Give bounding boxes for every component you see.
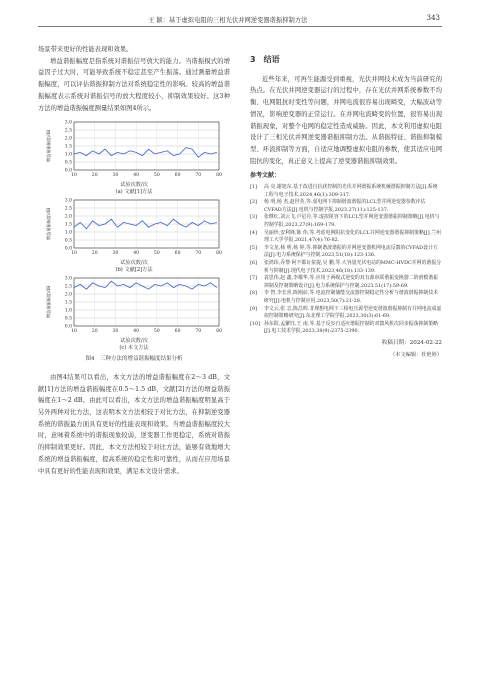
subfigure-caption: (a) 文献[1]方法 [115, 189, 153, 196]
x-tick-label: 30 [112, 329, 119, 335]
y-axis-label: 增益谐振幅度/dB [46, 130, 51, 163]
x-tick-label: 60 [174, 329, 181, 335]
reference-item [250, 275, 442, 290]
x-tick-label: 10 [71, 173, 77, 179]
subfigure-caption: (b) 文献[2]方法 [115, 267, 153, 274]
reference-text: 李文云,张 志,陈昌辉.非理想电网下三相电压源型逆变谐波谐振抑制有并网电流成虚拟控制策略研究[J].东北理工学院学报,2023,30(3):61-69. [264, 305, 442, 320]
y-tick-label: 3.0 [64, 276, 72, 282]
reference-number: [1] [250, 184, 257, 191]
reference-text: 孙东阳,孟繁钰,王 南,等.基于反步自适应谐振控制的双馈风机次同步振荡抑制策略[J].电工技术学报,2023,38(9):2375-2390. [264, 320, 439, 335]
reference-number: [10] [250, 320, 261, 327]
figure-caption: 图4 三种方法的增益谐振幅度结果分析 [85, 356, 183, 363]
y-tick-label: 2.0 [64, 292, 72, 298]
y-tick-label: 1.5 [64, 222, 72, 228]
reference-item [250, 214, 442, 229]
x-tick-label: 40 [133, 251, 140, 257]
x-tick-label: 60 [174, 251, 181, 257]
paragraph: 近些年来，可再生能源受到重视，光伏并网技术成为当前研究的热点。在光伏并网逆变器运行的过程中，存在光伏并网系统参数不均衡、电网阻抗时变性等问题，并网电流很容易出现畸变，大幅波动等情况，影响逆变器的正常运行。在并网电流畸变的位置，很容易出现谐振现象，对整个电网的稳定性造成威胁。因此，本文利用虚拟电阻设计了三相光伏并网逆变器谐振抑制方法。从谐振特征、谐振抑制模型、环流抑制等方面，自适应地调整虚拟电阻的参数，使其适应电网阻抗的变化，真正意义上提高了逆变器谐振抑制效果。 [250, 75, 442, 165]
x-tick-label: 80 [216, 329, 222, 335]
figure-4 [38, 118, 230, 366]
reference-item [250, 306, 442, 321]
x-axis-label: 试验次数/次 [120, 182, 148, 189]
series-line [74, 148, 217, 158]
series-line [74, 281, 217, 289]
reference-item [250, 245, 442, 260]
x-tick-label: 30 [112, 251, 119, 257]
x-tick-label: 50 [153, 173, 160, 179]
reference-text: 杨 明,杨 杰,赵世英,等.弱电网下抑制谐波谐振的LCL型并网逆变器参数评估CVFAD方法[J].电机与控制学报,2023,27(11):125-137. [264, 199, 426, 213]
reference-list [250, 184, 442, 336]
y-tick-label: 0.0 [64, 168, 72, 174]
chart-svg [44, 274, 224, 338]
reference-text: 李文龙,杨 明,杨 婷,等.抑制谐波谐振的并网逆变器机网电流反馈的CVFAD设计方法[J].电力系统保护与控制,2023,51(18):123-136. [264, 244, 438, 259]
header-title: 王 颖：基于虚拟电阻的三相光伏并网逆变器谐振抑制方法 [148, 17, 308, 24]
subfigure-caption: (c) 本文方法 [119, 345, 149, 352]
reference-number: [5] [250, 244, 257, 251]
y-tick-label: 1.5 [64, 144, 72, 150]
reference-item [250, 260, 442, 275]
reference-number: [6] [250, 259, 257, 266]
y-tick-label: 1.5 [64, 300, 72, 306]
y-tick-label: 2.5 [64, 128, 72, 134]
x-tick-label: 10 [71, 329, 77, 335]
y-tick-label: 1.0 [64, 308, 72, 314]
paragraph: 增益谐振幅度是指系统对谐振信号放大的能力。当谐振模式的增益因子过大时，可能导致系统不稳定甚至产生振荡。通过测量增益谐振幅度，可以评估谐振抑制方法对系统稳定性的影响。较高的增益谐振幅度表示系统对谐振信号的放大程度较小，抑制效果较好。这3种方法的增益谐振幅度测量结果如图4所示。 [38, 57, 230, 112]
page-number: 343 [426, 14, 440, 22]
running-header [38, 14, 442, 27]
y-tick-label: 0.0 [64, 246, 72, 252]
section-heading: 3 结语 [250, 55, 280, 64]
reference-text: 高 亮,谢旭东.基于改进自抗扰控制的光伏并网谐振系统机械谐振抑制方法[J].系统工程与电子技术,2024,46(1):309-317. [264, 184, 438, 198]
x-tick-label: 40 [133, 173, 140, 179]
x-axis-label: 试验次数/次 [120, 260, 148, 267]
reference-item [250, 184, 442, 199]
y-tick-label: 1.0 [64, 152, 72, 158]
chart-panel-b [44, 196, 224, 260]
chart-svg [44, 196, 224, 260]
y-tick-label: 2.5 [64, 206, 72, 212]
y-tick-label: 0.5 [64, 316, 72, 322]
reference-text: 吴丽珍,安利锋,陈 伟,等.考虑电网阻抗变化的LCL并网逆变器谐振抑制策略[J].兰州理工大学学报,2021,47(4):76-82. [264, 229, 441, 244]
x-tick-label: 30 [112, 173, 119, 179]
y-tick-label: 0.5 [64, 160, 72, 166]
y-axis-label: 增益谐振幅度/dB [46, 208, 51, 241]
left-column [38, 44, 230, 477]
reference-number: [8] [250, 290, 257, 297]
y-tick-label: 3.0 [64, 198, 72, 204]
chart-svg [44, 118, 224, 182]
x-tick-label: 50 [153, 251, 160, 257]
x-tick-label: 60 [174, 173, 181, 179]
y-axis-label: 增益谐振幅度/dB [46, 286, 51, 319]
x-tick-label: 20 [91, 173, 98, 179]
x-tick-label: 40 [133, 329, 140, 335]
x-axis-label: 试验次数/次 [120, 338, 148, 345]
y-tick-label: 2.0 [64, 136, 72, 142]
reference-text: 袁思伟,赵 鑫,李耀华,等.应用于两级式逆变的双有源串联谐振变换器二阶滑模谐振抑制及控制策略设计[J].电力系统保护与控制,2023,51(17):59-69. [264, 275, 439, 289]
right-column [250, 44, 442, 360]
reference-text: 张继红,刘云飞,卢星丹,等.虚拟阻容下的LCL型并网逆变器谐振抑制策略[J].电机与控制学报,2023,27(9):169-179. [264, 214, 440, 228]
reference-item [250, 290, 442, 305]
y-tick-label: 3.0 [64, 120, 72, 126]
reference-item [250, 199, 442, 214]
x-tick-label: 10 [71, 251, 77, 257]
reference-item [250, 321, 442, 336]
reference-number: [7] [250, 275, 257, 282]
paragraph: 场景带来更好的性能表现和效果。 [38, 46, 133, 53]
editor-note: （本文编辑：杜艳婷） [390, 351, 442, 358]
y-tick-label: 2.5 [64, 284, 72, 290]
x-tick-label: 50 [153, 329, 160, 335]
received-date: 收稿日期：2024-02-22 [381, 339, 442, 346]
reference-number: [9] [250, 305, 257, 312]
x-tick-label: 80 [216, 251, 222, 257]
references-heading: 参考文献： [250, 172, 281, 180]
reference-number: [4] [250, 229, 257, 236]
y-tick-label: 1.0 [64, 230, 72, 236]
x-tick-label: 70 [195, 173, 202, 179]
reference-item [250, 230, 442, 245]
y-tick-label: 0.5 [64, 238, 72, 244]
reference-text: 张鸿玮,乔黎·阿不都瓦依提,吴 鹏,等.大容量光伏电站的MMC-HVDC并网的谐振分析与抑制[J].现代电子技术,2023,46(18):133-139. [264, 259, 442, 274]
x-tick-label: 20 [91, 329, 98, 335]
x-tick-label: 80 [216, 173, 222, 179]
reference-text: 李 智,李长喜,陈刚前,等.电流控制储能交流器控制稳定性分析与谐波谐振抑制技术研究[J].电机与控制应用,2023,50(7):21-28. [264, 290, 439, 304]
reference-number: [3] [250, 214, 257, 221]
y-tick-label: 2.0 [64, 214, 72, 220]
x-tick-label: 20 [91, 251, 98, 257]
x-tick-label: 70 [195, 329, 202, 335]
y-tick-label: 0.0 [64, 324, 72, 330]
chart-panel-a [44, 118, 224, 182]
reference-number: [2] [250, 199, 257, 206]
paragraph: 由图4结果可以看出，本文方法的增益谐振幅度在2～3 dB，文献[1]方法的增益谐振幅度在0.5～1.5 dB，文献[2]方法的增益谐振幅度在1～2 dB。由此可以看出，本文方法的增益谐振幅度明显高于另外两种对比方法，这表明本文方法相较于对比方法，在抑制逆变器系统的谐振最方面具有更好的性能表现和效果。当增益谐振幅度较大时，意味着系统中的谐振现象较弱，逆变器工作更稳定，系统对谐振的抑制效果更好。因此，本文方法相较于对比方法，能够有效地增大系统的增益谐振幅度，提高系统的稳定性和可靠性，从而在应用场景中具有更好的性能表现和效果，满足本文设计需求。 [38, 373, 230, 475]
x-tick-label: 70 [195, 251, 202, 257]
chart-panel-c [44, 274, 224, 338]
